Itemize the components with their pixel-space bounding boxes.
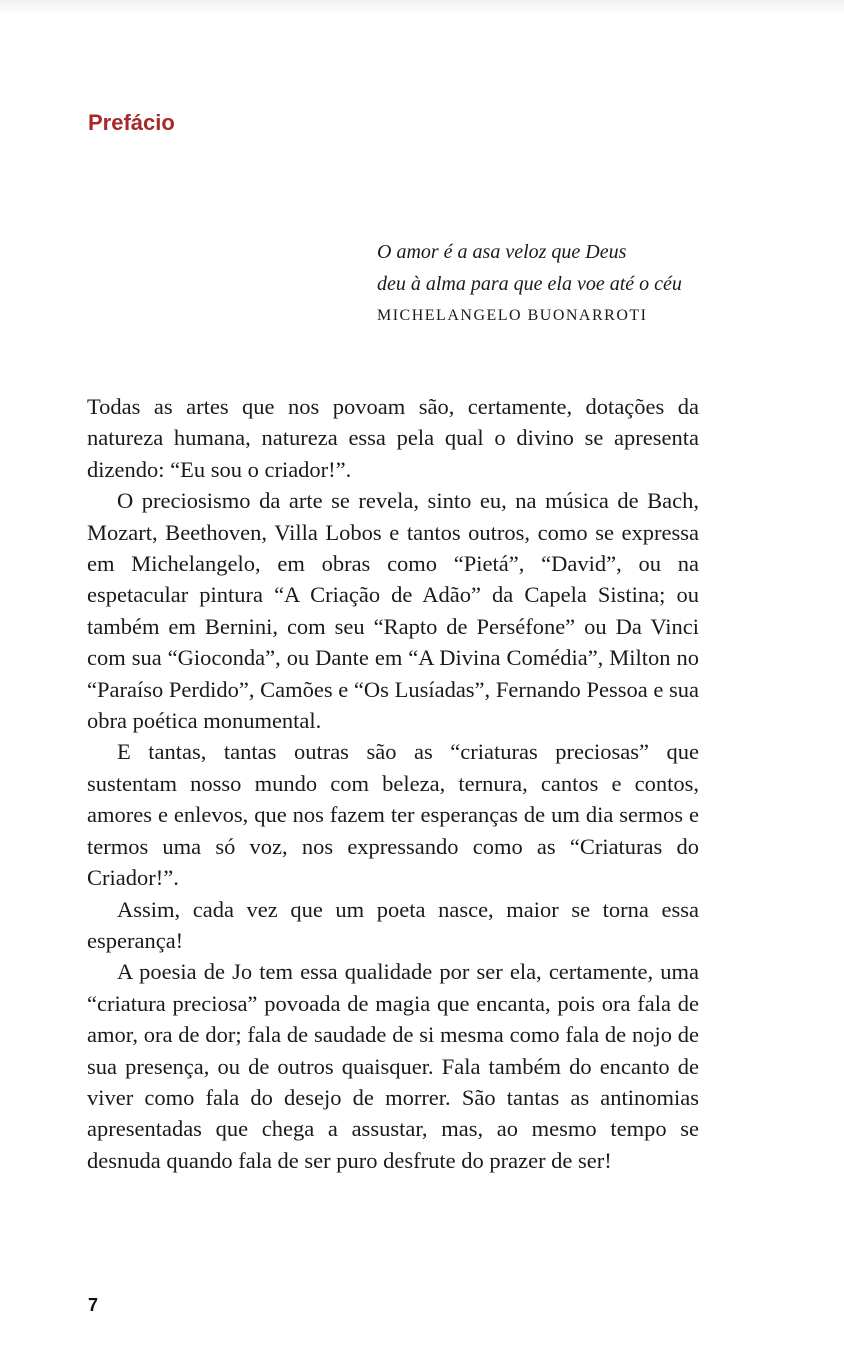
epigraph-line: deu à alma para que ela voe até o céu — [377, 273, 682, 295]
epigraph-author: MICHELANGELO BUONARROTI — [377, 307, 648, 324]
paragraph: Todas as artes que nos povoam são, certamente, dotações da natureza humana, natureza essa pela qual o divino se apresenta dizendo: “Eu sou o criador!”. — [87, 394, 699, 482]
body-text — [87, 391, 699, 1176]
paragraph: A poesia de Jo tem essa qualidade por ser ela, certamente, uma “criatura preciosa” povoada de magia que encanta, pois ora fala de amor, ora de dor; fala de saudade de si mesma como fala de nojo de sua presença, ou de outros quaisquer. Fala também do encanto de viver como fala do desejo de morrer. São tantas as antinomias apresentadas que chega a assustar, mas, ao mesmo tempo se desnuda quando fala de ser puro desfrute do prazer de ser! — [87, 959, 699, 1173]
epigraph — [377, 236, 817, 332]
paragraph: Assim, cada vez que um poeta nasce, maior se torna essa esperança! — [87, 896, 699, 953]
paragraph: O preciosismo da arte se revela, sinto eu, na música de Bach, Mozart, Beethoven, Villa Lobos e tantos outros, como se expressa em Michelangelo, em obras como “Pietá”, “David”, ou na espetacular pintura “A Criação de Adão” da Capela Sistina; ou também em Bernini, com seu “Rapto de Perséfone” ou Da Vinci com sua “Gioconda”, ou Dante em “A Divina Comédia”, Milton no “Paraíso Perdido”, Camões e “Os Lusíadas”, Fernando Pessoa e sua obra poética monumental. — [87, 488, 699, 734]
paragraph: E tantas, tantas outras são as “criaturas preciosas” que sustentam nosso mundo com beleza, ternura, cantos e contos, amores e enlevos, que nos fazem ter esperanças de um dia sermos e termos uma só voz, nos expressando como as “Criaturas do Criador!”. — [87, 739, 699, 891]
chapter-title: Prefácio — [88, 110, 175, 135]
page-top-shadow — [0, 0, 844, 16]
epigraph-line: O amor é a asa veloz que Deus — [377, 241, 627, 263]
page-number: 7 — [88, 1295, 99, 1315]
